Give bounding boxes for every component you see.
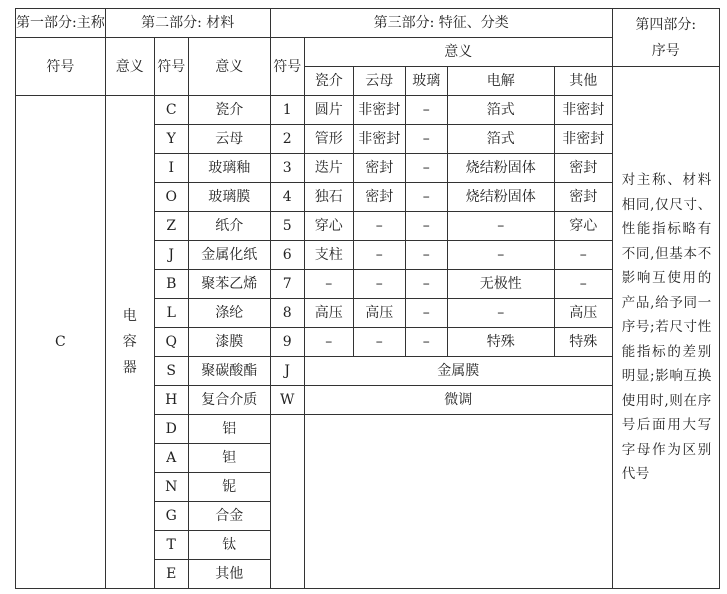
- feature-ceramic: 独石: [304, 183, 353, 212]
- material-code: D: [154, 415, 188, 444]
- material-code: E: [154, 560, 188, 589]
- material-code: N: [154, 473, 188, 502]
- material-name: 聚苯乙烯: [188, 270, 270, 299]
- part1-symbol: C: [16, 96, 106, 589]
- feature-glass: –: [405, 328, 447, 357]
- feature-other: 非密封: [554, 125, 612, 154]
- material-code: G: [154, 502, 188, 531]
- material-name: 铝: [188, 415, 270, 444]
- header-part2-meaning: 意义: [188, 38, 270, 96]
- part1-meaning-char: 器: [122, 360, 137, 376]
- feature-other: 特殊: [554, 328, 612, 357]
- special-feature-code: W: [270, 386, 304, 415]
- material-code: Z: [154, 212, 188, 241]
- material-name: 金属化纸: [188, 241, 270, 270]
- feature-other: 密封: [554, 154, 612, 183]
- feature-glass: –: [405, 212, 447, 241]
- feature-other: –: [554, 241, 612, 270]
- feature-ceramic: 高压: [304, 299, 353, 328]
- material-code: C: [154, 96, 188, 125]
- feature-code: 8: [270, 299, 304, 328]
- header-part3-meaning: 意义: [304, 38, 612, 67]
- material-code: B: [154, 270, 188, 299]
- special-feature-meaning: 微调: [304, 386, 612, 415]
- blank-cell-symbol: [270, 415, 304, 589]
- special-feature-meaning: 金属膜: [304, 357, 612, 386]
- header-glass: 玻璃: [405, 67, 447, 96]
- header-part1: 第一部分:主称: [16, 9, 106, 38]
- feature-mica: 非密封: [353, 125, 405, 154]
- feature-electrolytic: –: [447, 299, 554, 328]
- material-code: J: [154, 241, 188, 270]
- material-name: 复合介质: [188, 386, 270, 415]
- feature-other: 高压: [554, 299, 612, 328]
- feature-other: –: [554, 270, 612, 299]
- feature-code: 9: [270, 328, 304, 357]
- feature-glass: –: [405, 183, 447, 212]
- capacitor-naming-table: [15, 8, 720, 589]
- material-name: 玻璃膜: [188, 183, 270, 212]
- material-code: S: [154, 357, 188, 386]
- feature-glass: –: [405, 299, 447, 328]
- feature-mica: 密封: [353, 154, 405, 183]
- material-name: 其他: [188, 560, 270, 589]
- header-part4: [612, 9, 719, 67]
- feature-mica: 非密封: [353, 96, 405, 125]
- feature-other: 密封: [554, 183, 612, 212]
- material-name: 瓷介: [188, 96, 270, 125]
- material-name: 钽: [188, 444, 270, 473]
- feature-glass: –: [405, 125, 447, 154]
- header-part2: 第二部分: 材料: [105, 9, 270, 38]
- feature-mica: 高压: [353, 299, 405, 328]
- material-code: Q: [154, 328, 188, 357]
- feature-mica: –: [353, 241, 405, 270]
- part4-note: 对主称、材料相同,仅尺寸、性能指标略有不同,但基本不影响互使用的产品,给予同一序号;若尺寸性能指标的差别明显;影响互换使用时,则在序号后面用大写字母作为区别代号: [612, 67, 719, 589]
- special-feature-code: J: [270, 357, 304, 386]
- feature-code: 7: [270, 270, 304, 299]
- feature-electrolytic: 箔式: [447, 125, 554, 154]
- feature-electrolytic: –: [447, 241, 554, 270]
- header-part1-symbol: 符号: [16, 38, 106, 96]
- feature-glass: –: [405, 96, 447, 125]
- material-code: I: [154, 154, 188, 183]
- material-name: 合金: [188, 502, 270, 531]
- material-code: H: [154, 386, 188, 415]
- feature-code: 1: [270, 96, 304, 125]
- feature-code: 5: [270, 212, 304, 241]
- material-name: 云母: [188, 125, 270, 154]
- feature-glass: –: [405, 154, 447, 183]
- feature-electrolytic: 烧结粉固体: [447, 154, 554, 183]
- part1-meaning: [105, 96, 154, 589]
- header-part4-line2: 序号: [651, 42, 680, 59]
- header-part3: 第三部分: 特征、分类: [270, 9, 612, 38]
- header-electrolytic: 电解: [447, 67, 554, 96]
- header-other: 其他: [554, 67, 612, 96]
- material-code: T: [154, 531, 188, 560]
- feature-mica: –: [353, 212, 405, 241]
- header-part2-symbol: 符号: [154, 38, 188, 96]
- feature-electrolytic: –: [447, 212, 554, 241]
- feature-code: 6: [270, 241, 304, 270]
- feature-code: 3: [270, 154, 304, 183]
- feature-mica: –: [353, 328, 405, 357]
- header-part1-meaning: 意义: [105, 38, 154, 96]
- feature-glass: –: [405, 241, 447, 270]
- material-name: 涤纶: [188, 299, 270, 328]
- feature-glass: –: [405, 270, 447, 299]
- header-ceramic: 瓷介: [304, 67, 353, 96]
- material-code: Y: [154, 125, 188, 154]
- feature-ceramic: 穿心: [304, 212, 353, 241]
- material-code: O: [154, 183, 188, 212]
- material-name: 聚碳酸酯: [188, 357, 270, 386]
- material-name: 钛: [188, 531, 270, 560]
- feature-ceramic: 支柱: [304, 241, 353, 270]
- header-part4-line1: 第四部分:: [635, 16, 697, 33]
- material-code: L: [154, 299, 188, 328]
- feature-ceramic: 圆片: [304, 96, 353, 125]
- feature-electrolytic: 无极性: [447, 270, 554, 299]
- feature-code: 4: [270, 183, 304, 212]
- material-name: 漆膜: [188, 328, 270, 357]
- material-name: 玻璃釉: [188, 154, 270, 183]
- material-name: 纸介: [188, 212, 270, 241]
- blank-cell-meaning: [304, 415, 612, 589]
- feature-mica: –: [353, 270, 405, 299]
- header-part3-symbol: 符号: [270, 38, 304, 96]
- part1-meaning-char: 电: [122, 308, 137, 324]
- feature-other: 非密封: [554, 96, 612, 125]
- feature-electrolytic: 特殊: [447, 328, 554, 357]
- feature-electrolytic: 箔式: [447, 96, 554, 125]
- feature-other: 穿心: [554, 212, 612, 241]
- feature-ceramic: 管形: [304, 125, 353, 154]
- part1-meaning-char: 容: [122, 334, 137, 350]
- material-name: 铌: [188, 473, 270, 502]
- feature-ceramic: –: [304, 270, 353, 299]
- feature-mica: 密封: [353, 183, 405, 212]
- feature-code: 2: [270, 125, 304, 154]
- feature-ceramic: 迭片: [304, 154, 353, 183]
- header-mica: 云母: [353, 67, 405, 96]
- feature-ceramic: –: [304, 328, 353, 357]
- material-code: A: [154, 444, 188, 473]
- feature-electrolytic: 烧结粉固体: [447, 183, 554, 212]
